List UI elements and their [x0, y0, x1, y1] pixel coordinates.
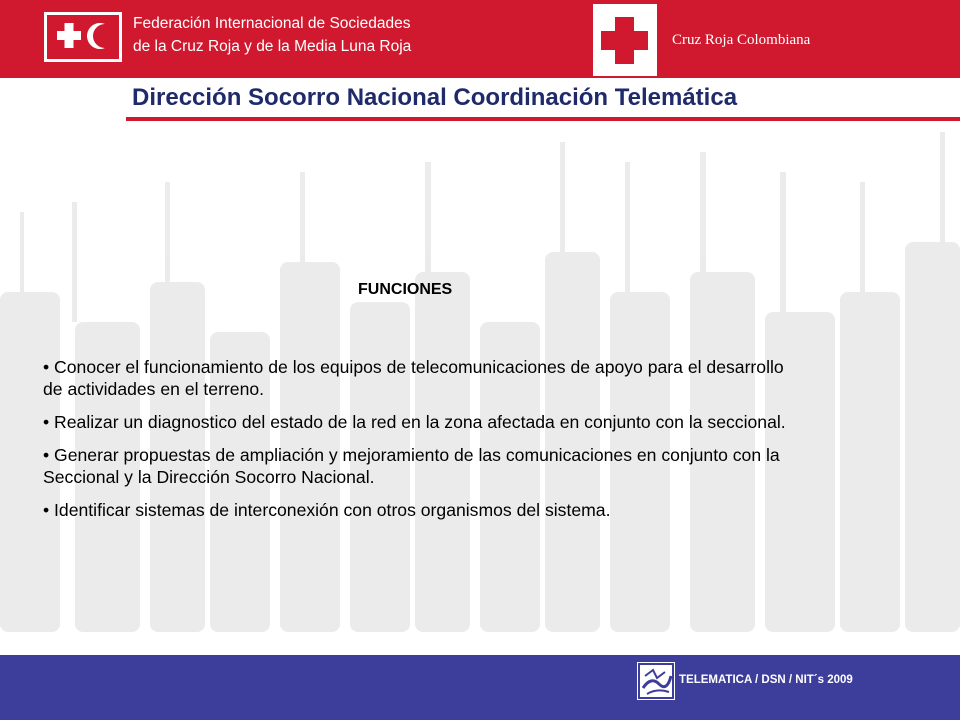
functions-list — [43, 356, 803, 532]
footer-band — [0, 655, 960, 720]
telematica-logo-icon — [637, 662, 675, 700]
org-name — [133, 12, 411, 58]
title-underline — [126, 117, 960, 121]
list-item: • Conocer el funcionamiento de los equipos de telecomunicaciones de apoyo para el desarrollo de actividades en el terreno. — [43, 357, 784, 399]
footer-caption: TELEMATICA / DSN / NIT´s 2009 — [679, 674, 853, 686]
list-item: • Identificar sistemas de interconexión con otros organismos del sistema. — [43, 500, 611, 520]
org-name-line2: de la Cruz Roja y de la Media Luna Roja — [133, 38, 412, 55]
list-item: • Generar propuestas de ampliación y mejoramiento de las comunicaciones en conjunto con la Seccional y la Dirección Socorro Nacional. — [43, 445, 780, 487]
slide-title: Dirección Socorro Nacional Coordinación Telemática — [132, 84, 738, 111]
list-item: • Realizar un diagnostico del estado de la red en la zona afectada en conjunto con la seccional. — [43, 412, 786, 432]
ifrc-cross-crescent-icon — [44, 12, 122, 62]
org-name-line1: Federación Internacional de Sociedades — [133, 15, 411, 32]
national-society-name: Cruz Roja Colombiana — [672, 32, 811, 48]
red-cross-icon — [593, 4, 657, 76]
section-heading: FUNCIONES — [358, 281, 453, 298]
